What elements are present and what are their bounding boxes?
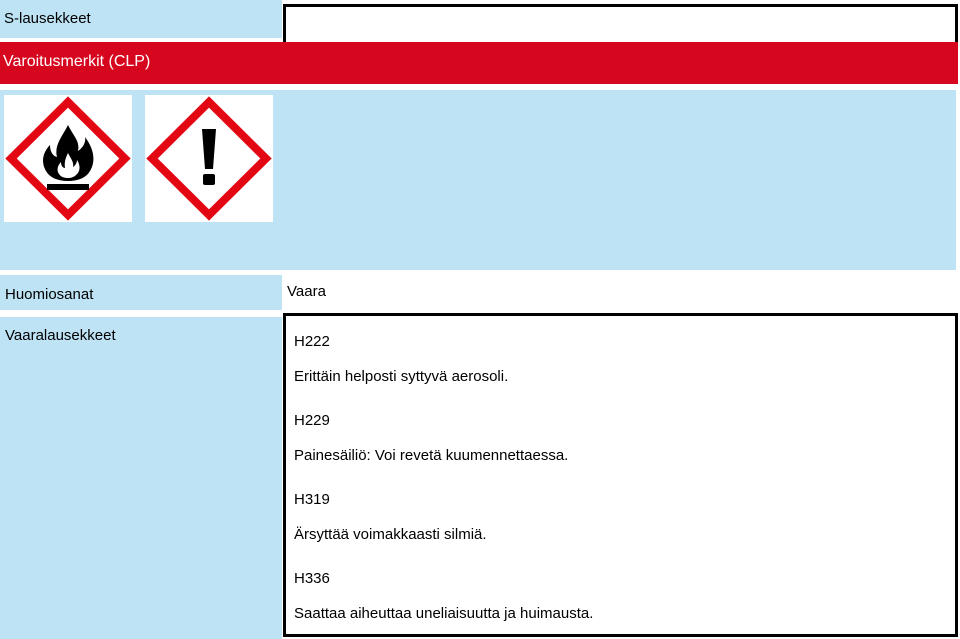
flame-pictogram-icon xyxy=(4,95,132,222)
hazard-code: H336 xyxy=(294,570,330,587)
pictogram-area xyxy=(0,90,956,270)
exclamation-pictogram-icon xyxy=(145,95,273,222)
hazard-text: Ärsyttää voimakkaasti silmiä. xyxy=(294,526,487,543)
hazard-code: H229 xyxy=(294,412,330,429)
s-statements-box xyxy=(283,4,958,46)
hazard-text: Painesäiliö: Voi revetä kuumennettaessa. xyxy=(294,447,569,464)
hazard-text: Saattaa aiheuttaa uneliaisuutta ja huimausta. xyxy=(294,605,594,622)
hazard-code: H222 xyxy=(294,333,330,350)
hazard-statements-box xyxy=(283,313,958,637)
signal-word-value: Vaara xyxy=(287,283,326,300)
warning-signs-title: Varoitusmerkit (CLP) xyxy=(0,42,958,84)
hazard-statements-label: Vaaralausekkeet xyxy=(0,317,282,639)
signal-word-label: Huomiosanat xyxy=(0,275,282,310)
hazard-text: Erittäin helposti syttyvä aerosoli. xyxy=(294,368,509,385)
s-statements-label: S-lausekkeet xyxy=(0,0,282,38)
hazard-code: H319 xyxy=(294,491,330,508)
